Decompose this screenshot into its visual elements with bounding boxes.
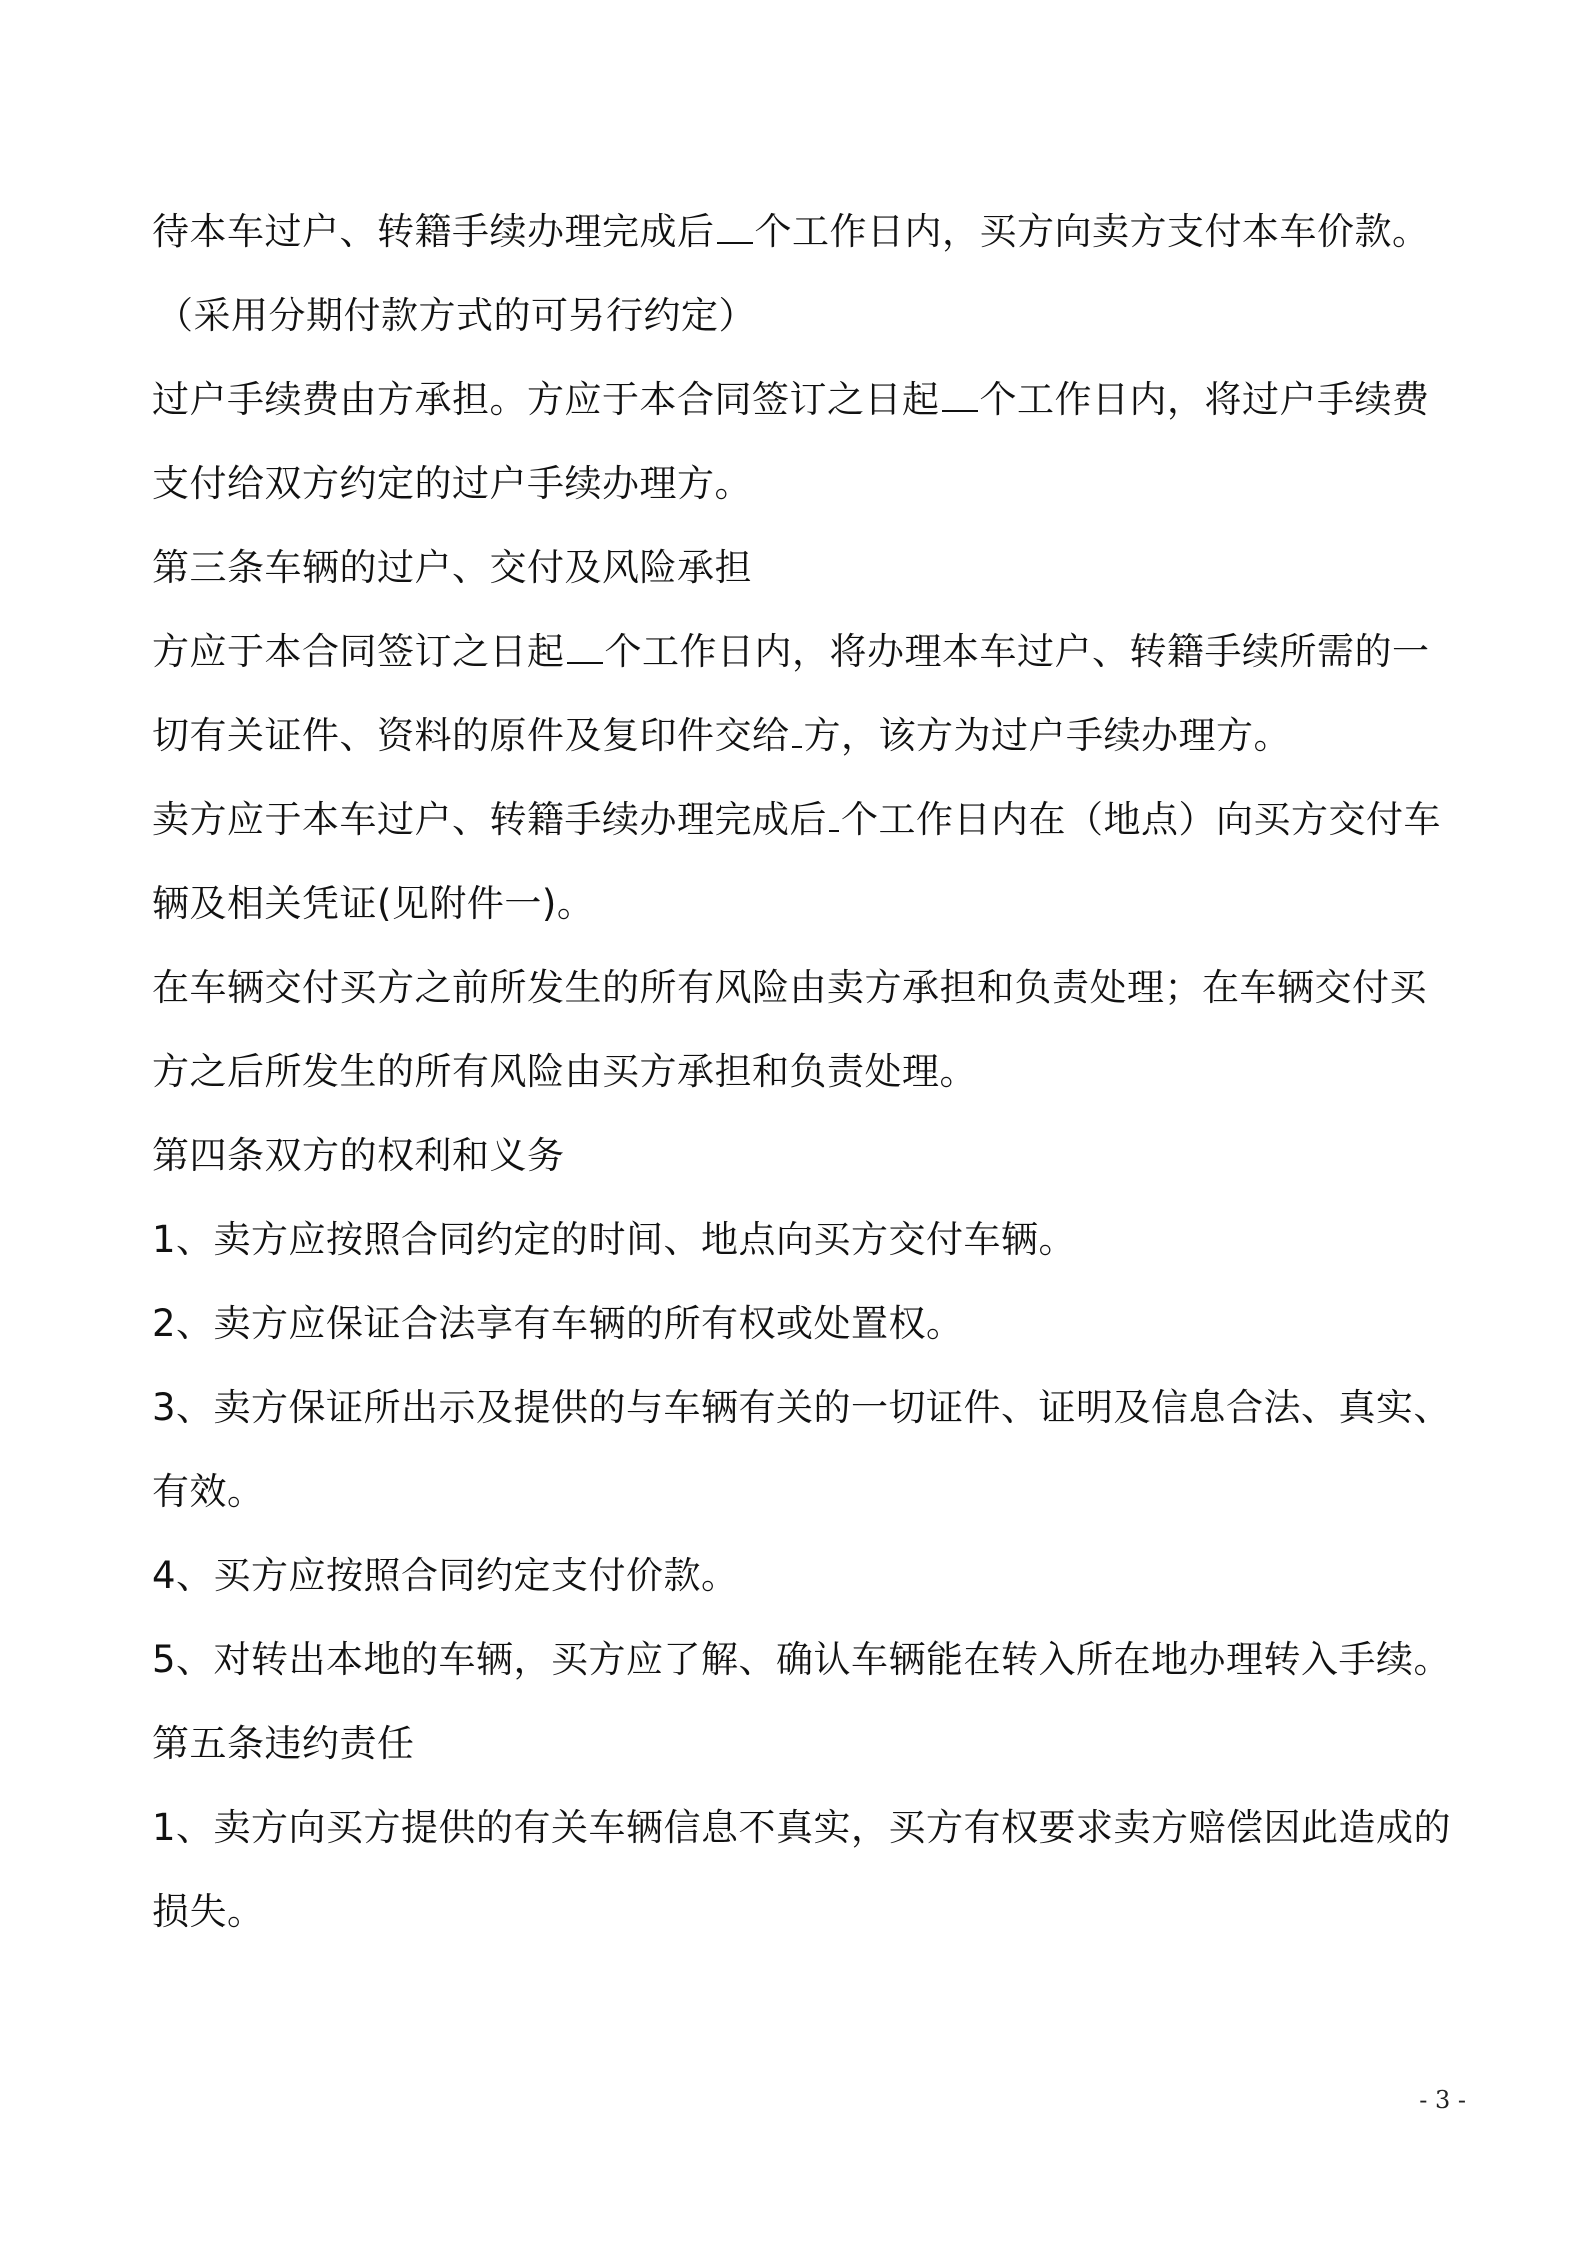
section-heading-article-5 bbox=[152, 1702, 1452, 1786]
text-segment: 损失。 bbox=[152, 1890, 265, 1933]
list-item bbox=[152, 1198, 1452, 1282]
heading-text: 第三条车辆的过户、交付及风险承担 bbox=[152, 546, 752, 589]
text-segment: 4、买方应按照合同约定支付价款。 bbox=[152, 1554, 739, 1597]
text-segment: 在车辆交付买方之前所发生的所有风险由卖方承担和负责处理；在车辆交付买 bbox=[152, 966, 1427, 1009]
list-item bbox=[152, 1534, 1452, 1618]
text-line-3 bbox=[152, 358, 1452, 442]
section-heading-article-4 bbox=[152, 1114, 1452, 1198]
text-line-6 bbox=[152, 610, 1452, 694]
heading-text: 第四条双方的权利和义务 bbox=[152, 1134, 565, 1177]
list-item bbox=[152, 1366, 1452, 1450]
text-segment: 个工作日内，将办理本车过户、转籍手续所需的一 bbox=[604, 630, 1430, 673]
text-segment: 待本车过户、转籍手续办理完成后 bbox=[152, 210, 715, 253]
text-segment: 个工作日内，将过户手续费 bbox=[979, 378, 1430, 421]
text-line-11 bbox=[152, 1030, 1452, 1114]
text-segment: 1、卖方向买方提供的有关车辆信息不真实，买方有权要求卖方赔偿因此造成的 bbox=[152, 1806, 1452, 1849]
text-segment: 个工作日内，买方向卖方支付本车价款。 bbox=[754, 210, 1430, 253]
text-line-2 bbox=[152, 274, 1452, 358]
fill-in-blank bbox=[829, 794, 839, 832]
text-segment: 支付给双方约定的过户手续办理方。 bbox=[152, 462, 752, 505]
fill-in-blank bbox=[717, 206, 753, 244]
text-segment: 1、卖方应按照合同约定的时间、地点向买方交付车辆。 bbox=[152, 1218, 1077, 1261]
list-item-continuation bbox=[152, 1450, 1452, 1534]
text-line-8 bbox=[152, 778, 1452, 862]
text-segment: 2、卖方应保证合法享有车辆的所有权或处置权。 bbox=[152, 1302, 964, 1345]
page-number: - 3 - bbox=[1419, 2086, 1466, 2114]
document-body bbox=[152, 190, 1452, 1954]
text-segment: 过户手续费由方承担。方应于本合同签订之日起 bbox=[152, 378, 940, 421]
list-item-continuation bbox=[152, 1870, 1452, 1954]
text-segment: 方之后所发生的所有风险由买方承担和负责处理。 bbox=[152, 1050, 977, 1093]
text-segment: 方应于本合同签订之日起 bbox=[152, 630, 565, 673]
text-segment: 卖方应于本车过户、转籍手续办理完成后 bbox=[152, 798, 827, 841]
list-item bbox=[152, 1786, 1452, 1870]
text-line-10 bbox=[152, 946, 1452, 1030]
text-segment: 个工作日内在（地点）向买方交付车 bbox=[841, 798, 1441, 841]
list-item bbox=[152, 1282, 1452, 1366]
list-item bbox=[152, 1618, 1452, 1702]
text-segment: 3、卖方保证所出示及提供的与车辆有关的一切证件、证明及信息合法、真实、 bbox=[152, 1386, 1452, 1429]
text-line-4 bbox=[152, 442, 1452, 526]
text-line-7 bbox=[152, 694, 1452, 778]
text-segment: 切有关证件、资料的原件及复印件交给 bbox=[152, 714, 790, 757]
text-line-1 bbox=[152, 190, 1452, 274]
fill-in-blank bbox=[942, 374, 978, 412]
fill-in-blank bbox=[792, 710, 802, 748]
text-segment: （采用分期付款方式的可另行约定） bbox=[156, 294, 756, 337]
text-segment: 5、对转出本地的车辆，买方应了解、确认车辆能在转入所在地办理转入手续。 bbox=[152, 1638, 1452, 1681]
text-line-9 bbox=[152, 862, 1452, 946]
text-segment: 有效。 bbox=[152, 1470, 265, 1513]
text-segment: 辆及相关凭证(见附件一)。 bbox=[152, 882, 595, 925]
fill-in-blank bbox=[567, 626, 603, 664]
text-segment: 方，该方为过户手续办理方。 bbox=[803, 714, 1291, 757]
heading-text: 第五条违约责任 bbox=[152, 1722, 415, 1765]
section-heading-article-3 bbox=[152, 526, 1452, 610]
